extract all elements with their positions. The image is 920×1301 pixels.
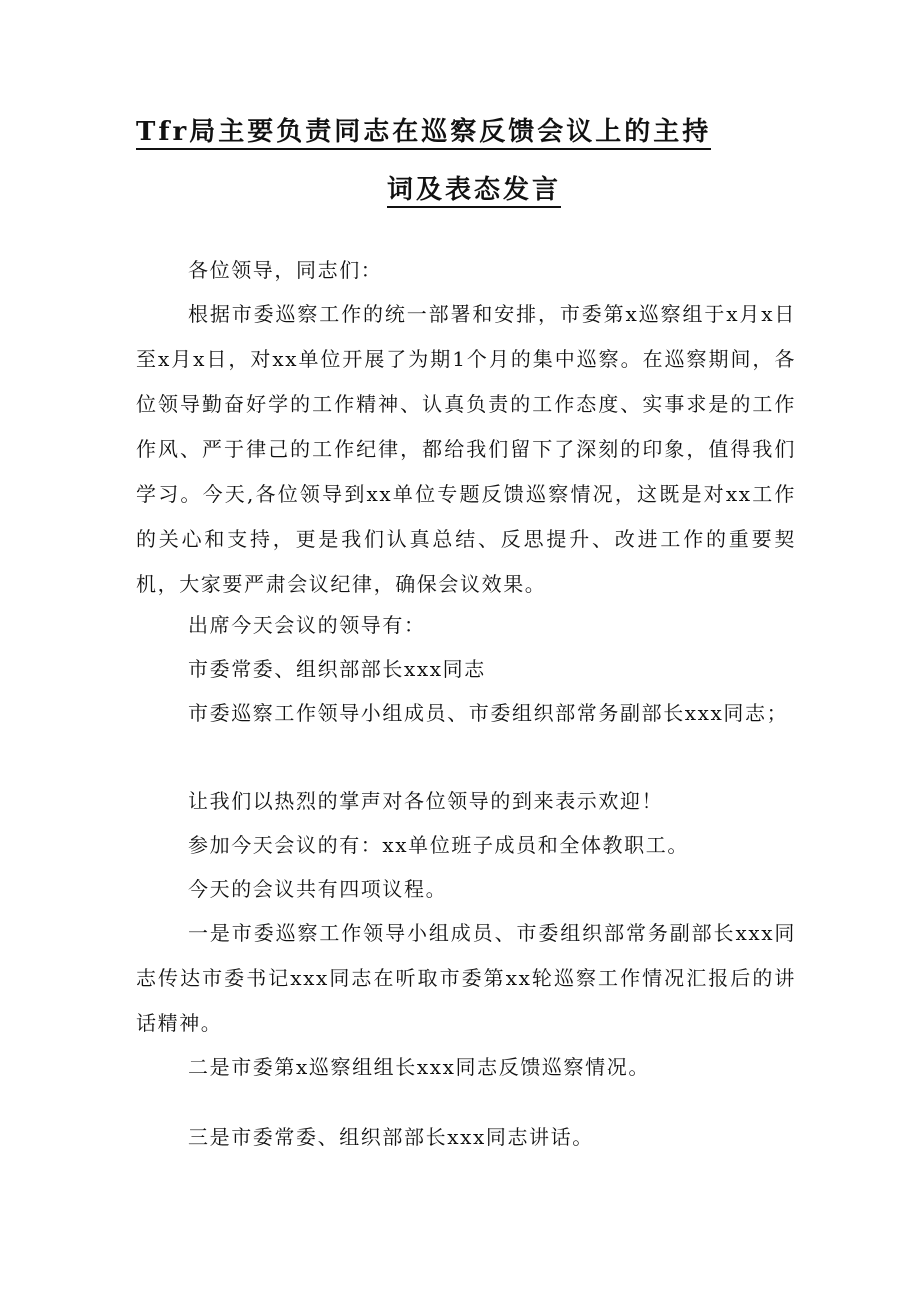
agenda-item-1: 一是市委巡察工作领导小组成员、市委组织部常务副部长xxx同志传达市委书记xxx同志在听取市委第xx轮巡察工作情况汇报后的讲话精神。	[136, 921, 796, 1035]
agenda-item-3: 三是市委常委、组织部部长xxx同志讲话。	[188, 1125, 594, 1149]
salutation-paragraph: 各位领导，同志们：	[188, 258, 383, 282]
document-title-line-2: 词及表态发言	[387, 174, 561, 208]
participants-paragraph: 参加今天会议的有：xx单位班子成员和全体教职工。	[188, 833, 689, 857]
agenda-intro-paragraph: 今天的会议共有四项议程。	[188, 877, 448, 901]
agenda-item-2: 二是市委第x巡察组组长xxx同志反馈巡察情况。	[188, 1055, 650, 1079]
opening-paragraph: 根据市委巡察工作的统一部署和安排，市委第x巡察组于x月x日至x月x日，对xx单位开展了为期1个月的集中巡察。在巡察期间，各位领导勤奋好学的工作精神、认真负责的工作态度、实事求是的工作作风、严于律己的工作纪律，都给我们留下了深刻的印象，值得我们学习。今天,各位领导到xx单位专题反馈巡察情况，这既是对xx工作的关心和支持，更是我们认真总结、反思提升、改进工作的重要契机，大家要严肃会议纪律，确保会议效果。	[136, 302, 796, 596]
document-title-line-1: Tfr局主要负责同志在巡察反馈会议上的主持	[136, 116, 711, 150]
attending-leader-2: 市委巡察工作领导小组成员、市委组织部常务副部长xxx同志；	[188, 701, 789, 725]
welcome-paragraph: 让我们以热烈的掌声对各位领导的到来表示欢迎！	[188, 789, 664, 813]
attending-leaders-heading: 出席今天会议的领导有：	[188, 613, 426, 637]
attending-leader-1: 市委常委、组织部部长xxx同志	[188, 657, 486, 681]
